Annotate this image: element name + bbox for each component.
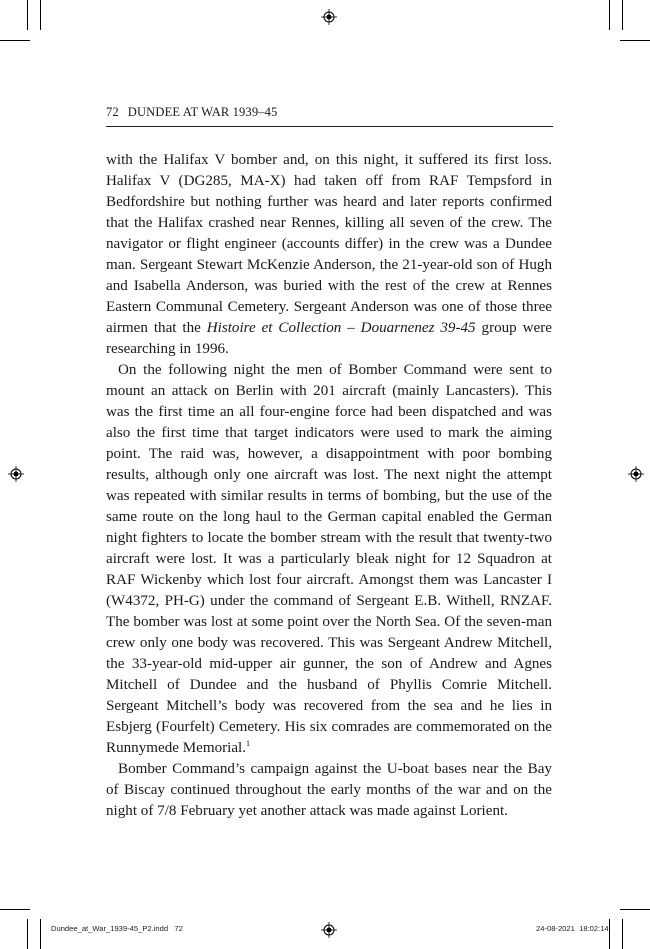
crop-mark-tl-h [0, 40, 30, 41]
registration-mark-icon [628, 466, 644, 482]
paragraph-1: with the Halifax V bomber and, on this night, it suffered its first loss. Halifax V (DG285, MA-X) had taken off from RAF Tempsford in Bedfordshire but nothing further was heard and later reports confirmed that the Halifax crashed near Rennes, killing all seven of the crew. The navigator or flight engineer (accounts differ) in the crew was a Dundee man. Sergeant Stewart McKenzie Anderson, the 21-year-old son of Hugh and Isabella Anderson, was buried with the rest of the crew at Rennes Eastern Communal Cemetery. Sergeant Anderson was one of those three airmen that the Histoire et Collection – Douarnenez 39-45 group were researching in 1996. [106, 152, 552, 357]
paragraph-2: On the following night the men of Bomber Command were sent to mount an attack on Berlin with 201 aircraft (mainly Lancasters). This was the first time an all four-engine force had been dispatched and was also the first time that target indicators were used to mark the aiming point. The raid was, however, a disappointment with poor bombing results, although only one aircraft was lost. The next night the attempt was repeated with similar results in terms of bombing, but the use of the same route on the long haul to the German capital enabled the German night fighters to locate the bomber stream with the result that twenty-two aircraft were lost. It was a particularly bleak night for 12 Squadron at RAF Wickenby which lost four aircraft. Amongst them was Lancaster I (W4372, PH-G) under the command of Sergeant E.B. Withell, RNZAF. The bomber was lost at some point over the North Sea. Of the seven-man crew only one body was recovered. This was Sergeant Andrew Mitchell, the 33-year-old mid-upper air gunner, the son of Andrew and Agnes Mitchell of Dundee and the husband of Phyllis Comrie Mitchell. Sergeant Mitchell’s body was recovered from the sea and he lies in Esbjerg (Fourfelt) Cemetery. His six comrades are commemorated on the Runnymede Memorial.$^1$ [106, 362, 552, 756]
crop-mark-tl-v2 [40, 0, 41, 30]
footnote-marker: 1 [246, 739, 251, 748]
slug-timestamp [536, 924, 609, 933]
crop-mark-br-v2 [622, 919, 623, 949]
registration-mark-icon [321, 922, 337, 938]
paragraph-3: Bomber Command’s campaign against the U-boat bases near the Bay of Biscay continued throughout the early months of the war and on the night of 7/8 February yet another attack was made against Lorient. [106, 761, 552, 819]
registration-mark-icon [321, 9, 337, 25]
crop-mark-tr-v2 [609, 0, 610, 30]
crop-mark-bl-v2 [27, 919, 28, 949]
slug-date: 24-08-2021 [536, 924, 575, 933]
slug-time: 18:02:14 [579, 924, 609, 933]
crop-mark-tl-v [27, 0, 28, 30]
crop-mark-bl-v [40, 919, 41, 949]
crop-mark-tr-h [620, 40, 650, 41]
running-title: DUNDEE AT WAR 1939–45 [127, 105, 278, 119]
crop-mark-tr-v [622, 0, 623, 30]
page-number: 72 [106, 105, 119, 119]
crop-mark-br-v [609, 919, 610, 949]
italic-title: Histoire et Collection – Douarnenez 39-45 [206, 320, 476, 336]
crop-mark-br-h [620, 909, 650, 910]
registration-mark-icon [8, 466, 24, 482]
body-text [106, 150, 552, 822]
slug-file: Dundee_at_War_1939-45_P2.indd 72 [51, 924, 183, 933]
running-header [106, 104, 553, 120]
crop-mark-bl-h [0, 909, 30, 910]
header-rule [106, 126, 553, 127]
